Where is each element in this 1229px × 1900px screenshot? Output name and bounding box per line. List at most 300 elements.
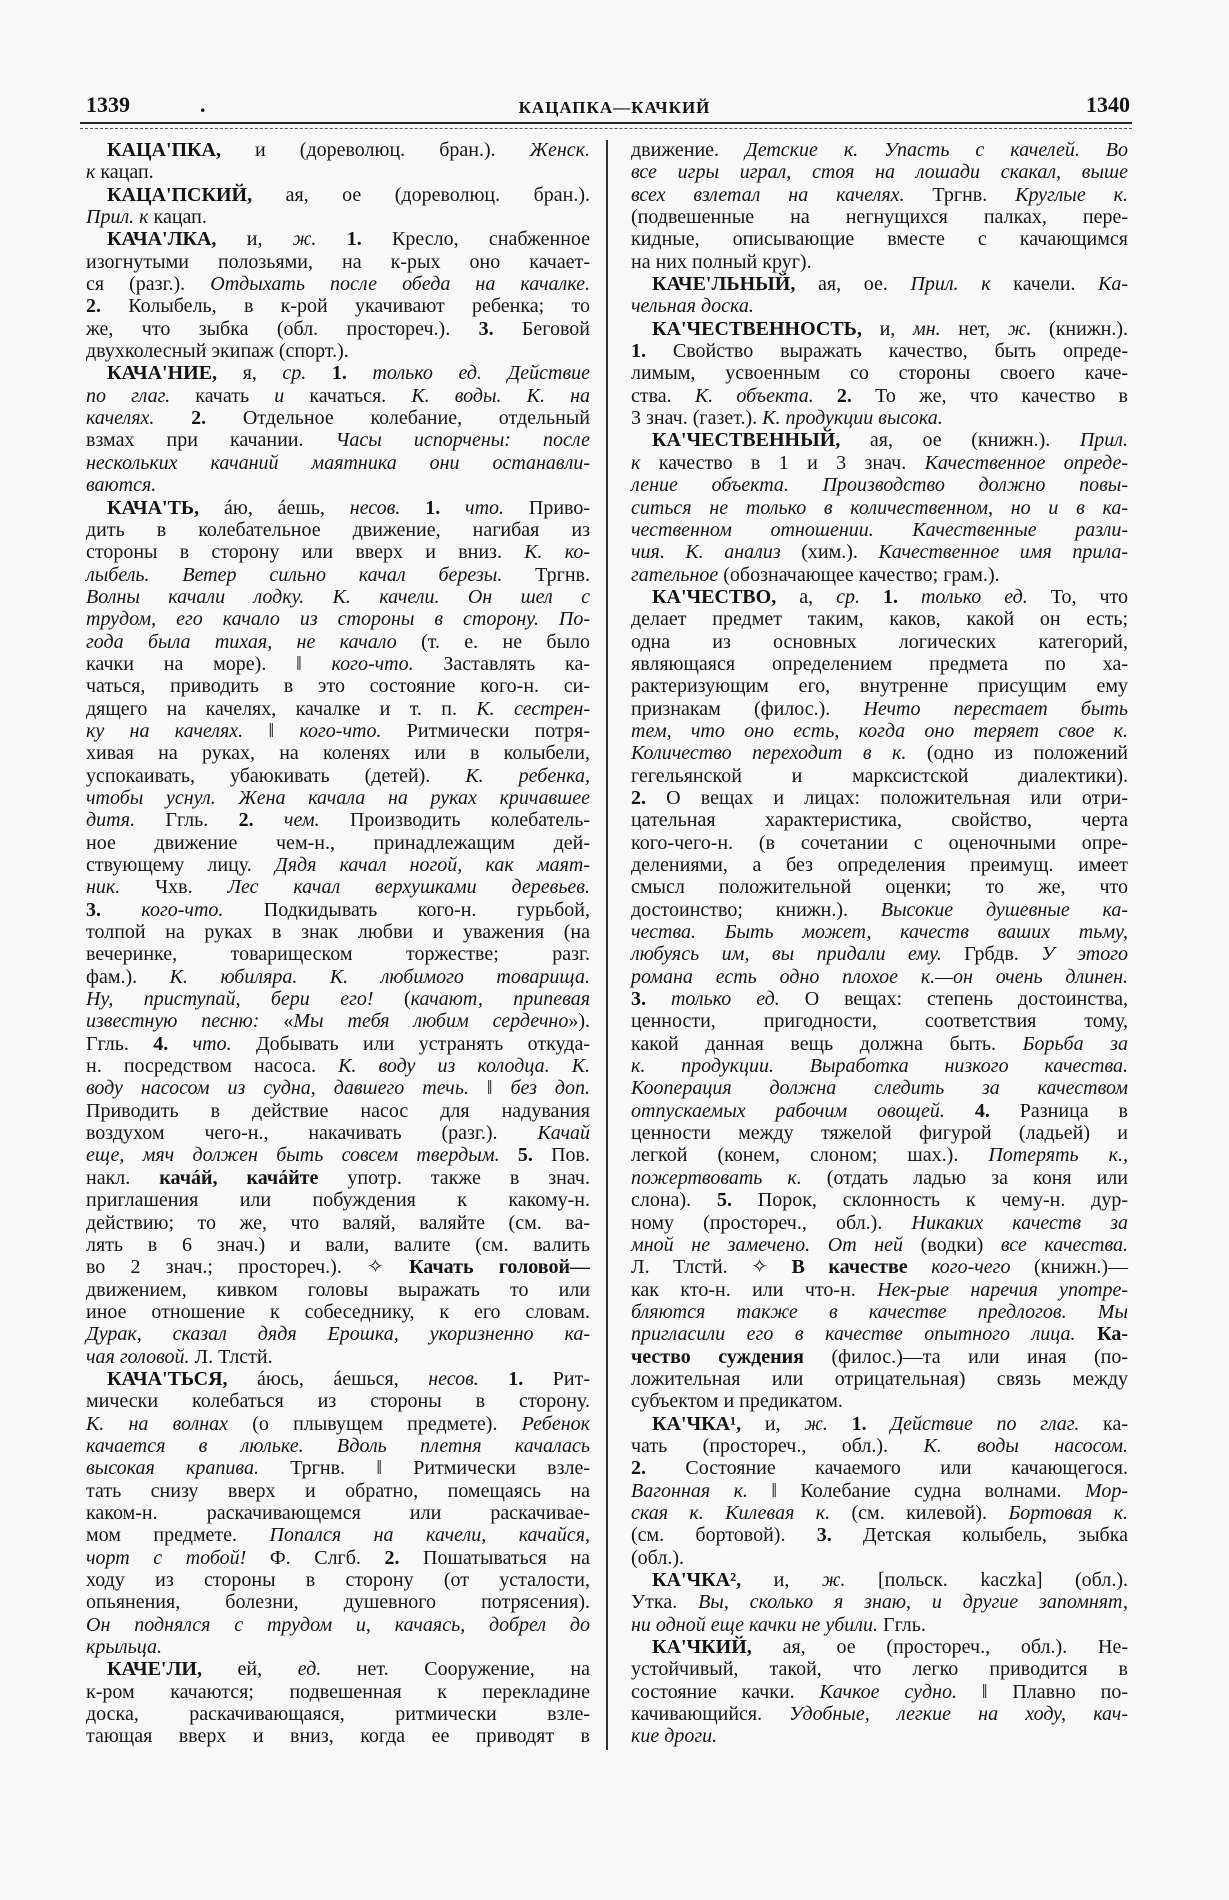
italic-text: к [631, 451, 641, 474]
text: Разница в [989, 1099, 1128, 1122]
text-line [86, 653, 590, 675]
text-line [86, 608, 590, 630]
text: как кто-н. или что-н. [631, 1278, 878, 1301]
text-line [86, 1301, 590, 1323]
text-line [631, 742, 1128, 764]
text-line [86, 1614, 590, 1636]
headword-bold: КАЦА'ПКА, [107, 139, 222, 161]
text: признакам (филос.). [631, 697, 864, 720]
text-line [631, 318, 1128, 340]
text-line [631, 876, 1128, 898]
italic-text: чтобы уснул. Жена качала на руках кричавшее [86, 786, 590, 809]
text: достоинство; книжн.). [631, 898, 881, 921]
text: качаться. [284, 384, 412, 407]
text: на них полный круг). [631, 250, 812, 273]
text: (водки) [903, 1233, 1001, 1256]
italic-text: Вагонная к. [631, 1479, 748, 1502]
text-line [86, 1077, 590, 1099]
text: к-ром качаются; подвешенная к перекладине [86, 1680, 590, 1703]
text: Колыбель, в к-рой укачивают ребенка; то [101, 295, 590, 318]
italic-text: Детские к. Упасть с качелей. Во [744, 139, 1128, 161]
italic-text: кого-что. [101, 898, 224, 921]
text-line [86, 1279, 590, 1301]
italic-text: Лес качал верхушками деревьев. [227, 876, 590, 899]
text-line [631, 854, 1128, 876]
italic-text: Количество переходит в к. [631, 742, 907, 765]
text-line [86, 564, 590, 586]
text: же, что зыбка (обл. простореч.). [86, 317, 479, 340]
italic-text: Он поднялся с трудом и, качаясь, добрел до [86, 1613, 590, 1636]
text-line [631, 1368, 1128, 1390]
text-line [86, 1055, 590, 1077]
italic-text: Ну, приступай, бери его! [86, 988, 374, 1011]
italic-text: ср. [836, 585, 860, 608]
italic-text: ваются. [86, 474, 157, 497]
italic-text: К. объекта. [694, 384, 814, 407]
text-line [631, 1547, 1128, 1569]
text: употр. также в знач. [318, 1166, 590, 1189]
text: Ггль. [878, 1613, 926, 1636]
italic-text: гательное [631, 563, 719, 586]
text: Отдельное колебание, отдельный [206, 407, 591, 430]
italic-text: что. [168, 1032, 232, 1055]
text-line [631, 519, 1128, 541]
text: и, [741, 1569, 822, 1591]
text-line [86, 720, 590, 742]
text-line [86, 206, 590, 228]
text-line [631, 1658, 1128, 1680]
text-line [86, 586, 590, 608]
text-line [631, 608, 1128, 630]
italic-text: кие дроги. [631, 1725, 718, 1748]
text: движением, кивком головы выражать то или [86, 1278, 590, 1301]
text-line [631, 1390, 1128, 1412]
text-line [86, 1390, 590, 1412]
italic-text: воду насосом из судна, давшего течь. [86, 1077, 469, 1100]
text: состояние качки. [631, 1680, 820, 1703]
italic-text: Качественное имя прила- [878, 541, 1128, 564]
text-line [631, 1301, 1128, 1323]
text: Тргнв. [502, 563, 590, 586]
italic-text: кого-что. [331, 652, 414, 675]
text: (см. бортовой). [631, 1524, 817, 1547]
text-line [631, 921, 1128, 943]
italic-text: к. продукции. Выработка низкого качества. [631, 1055, 1128, 1078]
text: нет, [940, 317, 1008, 340]
headword-bold: 4. [944, 1099, 990, 1122]
text-line [631, 1144, 1128, 1166]
text: Подкидывать кого-н. гурьбой, [223, 898, 590, 921]
text-line [86, 1480, 590, 1502]
text-line [631, 1480, 1128, 1502]
headword-bold: КА'ЧКА², [652, 1569, 742, 1591]
headword-bold: КАЧА'НИЕ, [107, 362, 218, 385]
text-line [631, 161, 1128, 183]
italic-text: еще, мяч должен быть совсем твердым. [86, 1144, 500, 1167]
italic-text: мн. [912, 317, 941, 340]
headword-bold: КАЦА'ПСКИЙ, [107, 183, 253, 206]
text-line [631, 1323, 1128, 1345]
italic-text: ление объекта. Производство должно повы- [631, 474, 1128, 497]
text: Л. Тлстй. [189, 1345, 273, 1368]
text: лять в 6 знач.) и вали, валите (см. валить [86, 1233, 590, 1256]
italic-text: лыбель. Ветер сильно качал березы. [86, 563, 503, 586]
italic-text: тем, что оно есть, когда оно теряет свое к. [631, 719, 1128, 742]
text-line [86, 966, 590, 988]
dictionary-entry [631, 429, 1128, 585]
text: мом предмете. [86, 1524, 270, 1547]
headword-bold: 4. [153, 1032, 169, 1055]
text-line [631, 1569, 1128, 1591]
text-line [86, 139, 590, 161]
text: Ггль. [86, 1032, 154, 1055]
text: То, что [1027, 585, 1129, 608]
headword-bold: 3. [816, 1524, 832, 1547]
italic-text: Бортовая к. [1008, 1501, 1128, 1524]
running-head: КАЦАПКА—КАЧКИЙ [518, 98, 711, 117]
text: (одно из положений [906, 742, 1128, 765]
text: во 2 знач.; простореч.). ✧ [86, 1256, 409, 1279]
text: и (дореволюц. бран.). [221, 139, 530, 161]
text: чать (простореч., обл.). [631, 1434, 924, 1457]
text: кацап. [148, 206, 207, 229]
text-line [631, 497, 1128, 519]
text: ка- [1079, 1412, 1129, 1435]
italic-text: ед. [297, 1658, 322, 1681]
text: приглашения или побуждения к какому-н. [86, 1189, 590, 1212]
headword-bold: КАЧА'ТЬСЯ, [107, 1367, 228, 1390]
text-line [86, 1636, 590, 1658]
text: Заставлять ка- [413, 652, 590, 675]
italic-text: Потерять к., [988, 1144, 1128, 1167]
text: Детская колыбель, зыбка [831, 1524, 1128, 1547]
text-line [86, 1368, 590, 1390]
text: кидные, описывающие вместе с качающимся [631, 228, 1128, 251]
text: ценности, пригодности, соответствия тому, [631, 1010, 1128, 1033]
headword-bold: КАЧА'ТЬ, [107, 496, 200, 519]
text: чаться, приводить в это состояние кого-н. си- [86, 675, 590, 698]
text: áю, áешь, [199, 496, 350, 519]
text-line [631, 899, 1128, 921]
text-line [631, 1703, 1128, 1725]
text: ‖ Плавно по- [957, 1680, 1128, 1703]
text: Состояние качаемого или качающегося. [646, 1457, 1128, 1480]
italic-text: К. сестрен- [476, 697, 590, 720]
headword-bold: 2. [813, 384, 852, 407]
header-rule-thin [80, 128, 1132, 129]
text-line [631, 1502, 1128, 1524]
dictionary-entry [631, 318, 1128, 430]
italic-text: ская к. Килевая к. [631, 1501, 831, 1524]
text: (филос.)—та или иная (по- [803, 1345, 1128, 1368]
text: кацап. [95, 161, 154, 184]
page-number-left: 1339 [86, 92, 130, 117]
italic-text: ни одной еще качки не убили. [631, 1613, 878, 1636]
text: То же, что качество в [851, 384, 1128, 407]
text: Приво- [504, 496, 590, 519]
text: О вещах: степень достоинства, [779, 988, 1128, 1011]
text: нет. Сооружение, на [321, 1658, 590, 1681]
italic-text: К. продукции высока. [762, 407, 943, 430]
text-line [631, 809, 1128, 831]
dictionary-entry [86, 362, 590, 496]
italic-text: чества. Быть может, качеств ваших тьму, [631, 921, 1128, 944]
italic-text: по глаг. [86, 384, 171, 407]
text-line [631, 720, 1128, 742]
text: успокаивать, убаюкивать (детей). [86, 764, 466, 787]
text-line [86, 832, 590, 854]
text: ( [373, 988, 411, 1011]
dictionary-entry [86, 1368, 590, 1658]
text-line [86, 318, 590, 340]
headword-bold: 1. [859, 585, 898, 608]
text-line [86, 273, 590, 295]
text: стороны в сторону или вверх и вниз. [86, 541, 525, 564]
text: качели. [990, 273, 1099, 296]
italic-text: качают, припевая [410, 988, 590, 1011]
text: качивающийся. [631, 1703, 790, 1726]
headword-bold: 1. [827, 1412, 867, 1435]
text: Порок, склонность к чему-н. дур- [731, 1189, 1128, 1212]
text-line [631, 1524, 1128, 1546]
text-line [631, 1189, 1128, 1211]
text: накл. [86, 1166, 160, 1189]
text-line [86, 1457, 590, 1479]
text-line [86, 407, 590, 429]
text: Тргнв. [904, 183, 1016, 206]
italic-text: Мы тебя любим сердечно [293, 1010, 569, 1033]
headword-bold: КАЧЕ'ЛЬНЫЙ, [652, 273, 796, 296]
text: воздухом чего-н., накачивать (разг.). [86, 1122, 538, 1145]
text-line [86, 1681, 590, 1703]
headword-bold: 2. [154, 407, 207, 430]
text-line [86, 1569, 590, 1591]
text: взмах при качании. [86, 429, 336, 452]
text: Ф. Слгб. [246, 1546, 385, 1569]
dictionary-entry [86, 1658, 590, 1747]
headword-bold: 3. [478, 317, 494, 340]
text: Производить колебатель- [319, 809, 590, 832]
text: мически колебаться из стороны в сторону. [86, 1390, 590, 1413]
text: (о плывущем предмете). [228, 1412, 522, 1435]
text-line [631, 1636, 1128, 1658]
text: [польск. kaczka] (обл.). [845, 1569, 1128, 1591]
italic-text: чественном отношении. Качественные разли- [631, 518, 1128, 541]
dictionary-entry [631, 139, 1128, 273]
text-line [631, 452, 1128, 474]
italic-text: всех взлетал на качелях. [631, 183, 905, 206]
italic-text: бляются также в качестве предлогов. Мы [631, 1300, 1128, 1323]
text-line [86, 1033, 590, 1055]
dictionary-entry [86, 228, 590, 362]
italic-text: качается в люльке. Вдоль плетня качалась [86, 1434, 590, 1457]
italic-text: Действие по глаг. [866, 1412, 1080, 1435]
italic-text: только ед. [646, 988, 780, 1011]
text: фам.). [86, 965, 170, 988]
text-line [86, 899, 590, 921]
text-line [631, 698, 1128, 720]
italic-text: Попался на качели, качайся, [269, 1524, 591, 1547]
text-line [631, 1614, 1128, 1636]
dictionary-entry [631, 273, 1128, 318]
text-line [631, 675, 1128, 697]
text: ходу из стороны в сторону (от усталости, [86, 1569, 590, 1591]
text-line [86, 1323, 590, 1345]
text-line [86, 943, 590, 965]
italic-text: К. воды. К. на [411, 384, 590, 407]
italic-text: все игры играл, стоя на лошади скакал, выше [631, 161, 1128, 184]
text-line [631, 631, 1128, 653]
italic-text: Качкое судно. [819, 1680, 957, 1703]
text: и, [216, 228, 293, 251]
text-line [631, 943, 1128, 965]
italic-text: Ка- [1098, 273, 1128, 296]
text-line [86, 429, 590, 451]
header-dot: . [200, 92, 206, 117]
text: цательная характеристика, свойство, черта [631, 809, 1128, 832]
text: делениями, а без определения преимущ. имеет [631, 854, 1128, 876]
italic-text: Удобные, легкие на ходу, кач- [789, 1703, 1128, 1726]
text: и, [741, 1412, 805, 1435]
italic-text: дитя. [86, 809, 136, 832]
text-line [631, 1591, 1128, 1613]
text-line [86, 385, 590, 407]
text: Свойство выражать качество, быть опреде- [646, 340, 1128, 363]
text: качество в 1 и 3 знач. [640, 451, 925, 474]
italic-text: несов. [428, 1367, 479, 1390]
text: (книжн.). [1031, 317, 1128, 340]
text-line [86, 1189, 590, 1211]
italic-text: чая головой. [86, 1345, 190, 1368]
headword-bold: КА'ЧЕСТВО, [652, 585, 777, 608]
text-line [86, 1212, 590, 1234]
italic-text: известную песню: [86, 1010, 260, 1033]
text-line [86, 921, 590, 943]
dictionary-entry [631, 1413, 1128, 1569]
text-line [631, 988, 1128, 1010]
text: гегельянской и марксистской диалектики). [631, 764, 1128, 787]
italic-text: ж. [292, 228, 317, 251]
text-line [86, 519, 590, 541]
right-column [631, 139, 1128, 1748]
italic-text: Прил. к [910, 273, 991, 296]
text: (подвешенные на негнущихся палках, пере- [631, 206, 1128, 229]
text: какой данная вещь должна быть. [631, 1032, 1023, 1055]
text: ая, ое (дореволюц. бран.). [252, 183, 590, 206]
text-line [86, 161, 590, 183]
text-line [631, 586, 1128, 608]
headword-bold: КА'ЧЕСТВЕННОСТЬ, [652, 317, 862, 340]
italic-text: любуясь им, вы придали ему. [631, 943, 942, 966]
text-line [86, 1413, 590, 1435]
text-line [631, 340, 1128, 362]
italic-text: Высокие душевные ка- [880, 898, 1128, 921]
headword-bold: 2. [238, 809, 254, 832]
text-line [86, 1010, 590, 1032]
text: изогнутыми полозьями, на к-рых оно качает- [86, 250, 590, 273]
dictionary-entry [631, 586, 1128, 1413]
text: Беговой [493, 317, 591, 340]
text: ному (простореч., обл.). [631, 1211, 912, 1234]
text-line [86, 1122, 590, 1144]
text: ая, ое (простореч., обл.). Не- [751, 1636, 1128, 1659]
italic-text: романа есть одно плохое к.—он очень длинен. [631, 965, 1128, 988]
italic-text: Прил. [1079, 429, 1128, 452]
text-line [86, 1100, 590, 1122]
italic-text: кого-чего [907, 1256, 1011, 1279]
text-line [86, 251, 590, 273]
italic-text: только ед. Действие [346, 362, 591, 385]
italic-text: ж. [1007, 317, 1032, 340]
italic-text: Качай [537, 1122, 590, 1145]
text-line [631, 295, 1128, 317]
text: ложительная или отрицательная) связь между [631, 1367, 1128, 1390]
text: являющаяся определением предмета по ха- [631, 652, 1128, 675]
text: движение. [631, 139, 745, 161]
text-line [86, 1435, 590, 1457]
headword-bold: КАЧЕ'ЛИ, [107, 1658, 202, 1681]
column-divider [606, 140, 608, 1750]
text-line [631, 362, 1128, 384]
italic-text: К. ребенка, [465, 764, 591, 787]
dictionary-entry [631, 1636, 1128, 1748]
text: О вещах и лицах: положительная или отри- [646, 786, 1128, 809]
text-line [631, 1725, 1128, 1747]
text-line [86, 295, 590, 317]
text: Ггль. [135, 809, 239, 832]
text-line [86, 340, 590, 362]
text: легкой (конем, слоном; шах.). [631, 1144, 989, 1167]
text: ‖ [468, 1077, 511, 1100]
headword-bold: КА'ЧКИЙ, [652, 1636, 752, 1659]
text: кого-чего-н. (в сочетании с оценочными опре- [631, 831, 1128, 854]
italic-text: Вы, сколько я знаю, и другие запомнят, [698, 1591, 1128, 1614]
text-line [86, 765, 590, 787]
text: Кресло, снабженное [361, 228, 591, 251]
text: ся (разг.). [86, 273, 211, 296]
text-line [86, 1591, 590, 1613]
text: качки на море). ‖ [86, 652, 332, 675]
italic-text: Часы испорчены: после [335, 429, 590, 452]
headword-bold: 1. [316, 228, 362, 251]
text: Чхв. [120, 876, 228, 899]
italic-text: ж. [821, 1569, 846, 1591]
text-line [86, 698, 590, 720]
text: хивая на руках, на коленях или в колыбели, [86, 742, 590, 765]
text: а, [776, 585, 837, 608]
text: Тргнв. ‖ Ритмически взле- [258, 1457, 591, 1480]
text: смысл положительной оценки; то же, что [631, 876, 1128, 899]
text-line [86, 452, 590, 474]
italic-text: Дурак, сказал дядя Ерошка, укоризненно ка- [86, 1323, 590, 1346]
text-line [86, 631, 590, 653]
italic-text: чия. К. анализ [631, 541, 781, 564]
italic-text: только ед. [897, 585, 1028, 608]
text: доска, раскачивающаяся, ритмически взле- [86, 1703, 590, 1726]
text-line [631, 1346, 1128, 1368]
text: Ритмически потря- [381, 719, 590, 742]
text-line [631, 251, 1128, 273]
text: Пов. [532, 1144, 591, 1167]
text-line [631, 541, 1128, 563]
headword-bold: 2. [384, 1546, 400, 1569]
text-line [631, 184, 1128, 206]
italic-text: ситься не только в количественном, но и в ка- [631, 496, 1128, 519]
text-line [631, 407, 1128, 429]
text: н. посредством насоса. [86, 1055, 339, 1078]
text: я, [217, 362, 283, 385]
headword-bold: В качестве [791, 1256, 908, 1279]
